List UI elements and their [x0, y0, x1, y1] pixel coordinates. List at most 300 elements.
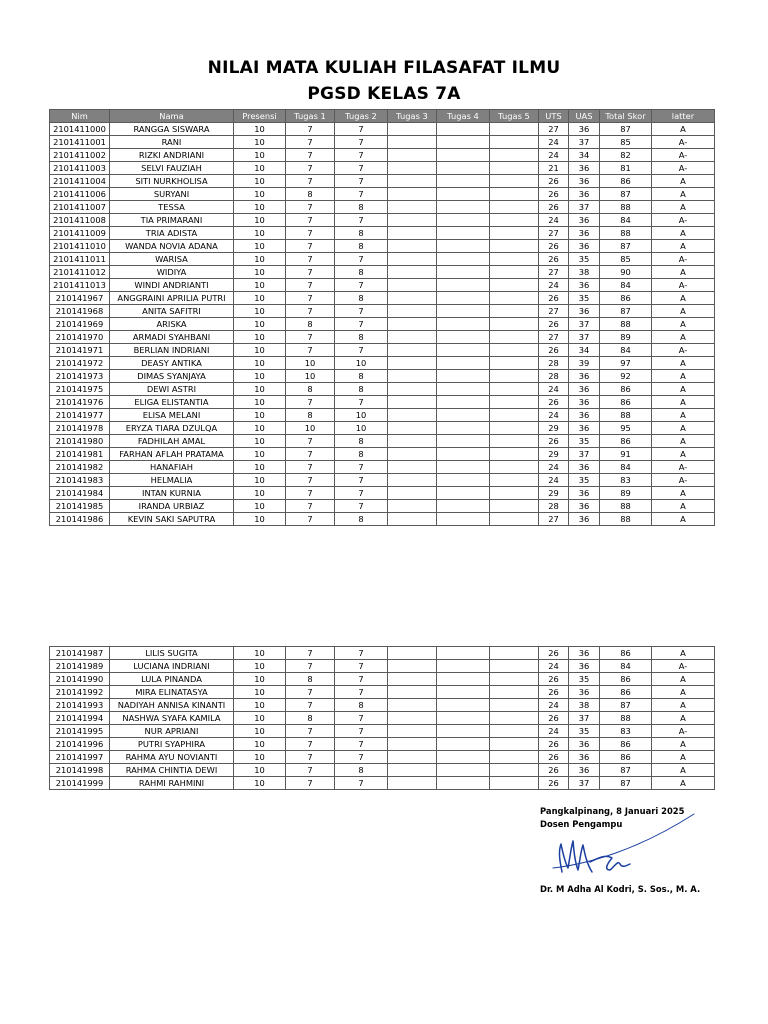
table-cell: 29 [539, 448, 569, 461]
table-cell: 210141987 [50, 647, 110, 660]
table-cell: 34 [569, 344, 600, 357]
table-row [50, 175, 715, 188]
table-cell: 26 [539, 240, 569, 253]
table-cell: TIA PRIMARANI [110, 214, 234, 227]
table-cell: A [652, 764, 715, 777]
table-cell: 87 [600, 764, 652, 777]
column-header: Nama [110, 110, 234, 123]
table-cell: 36 [569, 123, 600, 136]
table-cell: 36 [569, 279, 600, 292]
table-cell: 7 [335, 318, 388, 331]
table-cell: RANGGA SISWARA [110, 123, 234, 136]
table-cell [388, 279, 437, 292]
table-cell: 36 [569, 396, 600, 409]
table-cell [388, 647, 437, 660]
table-cell: A- [652, 253, 715, 266]
table-cell [490, 188, 539, 201]
table-row [50, 227, 715, 240]
table-cell [490, 149, 539, 162]
table-cell [437, 725, 490, 738]
table-cell [388, 686, 437, 699]
table-cell [490, 422, 539, 435]
table-cell: 8 [335, 383, 388, 396]
table-cell: 7 [286, 751, 335, 764]
table-cell: 7 [335, 500, 388, 513]
table-cell: 10 [234, 487, 286, 500]
table-cell: 10 [234, 422, 286, 435]
table-cell: 26 [539, 738, 569, 751]
table-cell: 10 [234, 474, 286, 487]
table-cell: A [652, 686, 715, 699]
table-cell [388, 660, 437, 673]
table-cell: 10 [335, 357, 388, 370]
table-cell: 35 [569, 292, 600, 305]
table-cell [490, 487, 539, 500]
table-cell [388, 305, 437, 318]
table-cell: 36 [569, 162, 600, 175]
table-cell: 36 [569, 487, 600, 500]
table-cell [437, 370, 490, 383]
table-cell: A [652, 201, 715, 214]
table-cell: WINDI ANDRIANTI [110, 279, 234, 292]
table-cell: 85 [600, 136, 652, 149]
table-cell: LUCIANA INDRIANI [110, 660, 234, 673]
table-cell [388, 175, 437, 188]
table-cell: TESSA [110, 201, 234, 214]
table-cell: 10 [234, 383, 286, 396]
table-cell: 7 [335, 175, 388, 188]
table-cell: 7 [286, 227, 335, 240]
table-cell: 37 [569, 777, 600, 790]
table-cell: 7 [286, 214, 335, 227]
table-cell: 26 [539, 318, 569, 331]
table-cell: HELMALIA [110, 474, 234, 487]
table-cell [388, 123, 437, 136]
table-cell: 10 [234, 279, 286, 292]
table-cell: A- [652, 660, 715, 673]
table-cell [388, 227, 437, 240]
table-cell: 10 [234, 764, 286, 777]
table-cell [437, 136, 490, 149]
table-cell: 8 [335, 435, 388, 448]
table-row [50, 686, 715, 699]
table-cell: WIDIYA [110, 266, 234, 279]
table-cell [437, 227, 490, 240]
table-cell [437, 487, 490, 500]
table-cell: 84 [600, 660, 652, 673]
table-cell: A [652, 647, 715, 660]
table-cell: 210141973 [50, 370, 110, 383]
table-cell: ELISA MELANI [110, 409, 234, 422]
table-cell: 7 [335, 751, 388, 764]
table-cell: 36 [569, 647, 600, 660]
table-cell [490, 318, 539, 331]
table-cell: 7 [335, 279, 388, 292]
table-cell: 7 [335, 253, 388, 266]
table-cell: 36 [569, 240, 600, 253]
table-cell: 24 [539, 461, 569, 474]
table-cell: 2101411012 [50, 266, 110, 279]
table-cell [388, 777, 437, 790]
table-cell: 2101411009 [50, 227, 110, 240]
table-row [50, 292, 715, 305]
table-row [50, 136, 715, 149]
table-cell: 21 [539, 162, 569, 175]
table-cell: RIZKI ANDRIANI [110, 149, 234, 162]
table-cell: 26 [539, 751, 569, 764]
table-cell [437, 448, 490, 461]
table-cell [388, 712, 437, 725]
table-cell: 7 [335, 647, 388, 660]
table-cell: A [652, 266, 715, 279]
table-row [50, 253, 715, 266]
table-cell: 86 [600, 292, 652, 305]
table-cell [437, 149, 490, 162]
table-cell: 10 [234, 162, 286, 175]
table-cell [490, 699, 539, 712]
table-cell: 7 [286, 279, 335, 292]
table-cell: 8 [335, 513, 388, 526]
table-cell: DEWI ASTRI [110, 383, 234, 396]
table-row [50, 162, 715, 175]
table-cell: A- [652, 214, 715, 227]
table-cell: 210141983 [50, 474, 110, 487]
table-cell: 7 [335, 149, 388, 162]
table-cell: 36 [569, 513, 600, 526]
table-cell: 28 [539, 500, 569, 513]
table-cell: NADIYAH ANNISA KINANTI [110, 699, 234, 712]
table-cell [388, 500, 437, 513]
table-cell: 10 [234, 686, 286, 699]
table-row [50, 712, 715, 725]
table-cell [490, 240, 539, 253]
table-row [50, 149, 715, 162]
table-cell: 2101411002 [50, 149, 110, 162]
table-cell [490, 448, 539, 461]
table-cell: 10 [234, 660, 286, 673]
column-header: UTS [539, 110, 569, 123]
table-cell: 7 [286, 201, 335, 214]
table-cell: 7 [286, 305, 335, 318]
table-cell [388, 266, 437, 279]
table-cell: 39 [569, 357, 600, 370]
table-cell: 210141984 [50, 487, 110, 500]
table-cell: 26 [539, 435, 569, 448]
table-row [50, 647, 715, 660]
table-cell: 210141981 [50, 448, 110, 461]
table-cell: 36 [569, 500, 600, 513]
table-cell: 26 [539, 188, 569, 201]
table-cell: 86 [600, 738, 652, 751]
table-cell: 10 [234, 448, 286, 461]
table-cell: 10 [234, 123, 286, 136]
table-cell: ERYZA TIARA DZULQA [110, 422, 234, 435]
table-cell: 36 [569, 751, 600, 764]
table-cell: 35 [569, 474, 600, 487]
table-cell [490, 461, 539, 474]
table-cell [388, 474, 437, 487]
table-cell: 24 [539, 214, 569, 227]
table-cell: A- [652, 149, 715, 162]
table-cell: 37 [569, 448, 600, 461]
table-cell: A [652, 409, 715, 422]
table-cell [490, 175, 539, 188]
table-cell: 10 [234, 712, 286, 725]
table-row [50, 318, 715, 331]
table-cell: 24 [539, 474, 569, 487]
table-cell: SELVI FAUZIAH [110, 162, 234, 175]
table-cell: NUR APRIANI [110, 725, 234, 738]
table-cell: 10 [286, 422, 335, 435]
table-cell: 7 [286, 487, 335, 500]
table-cell [490, 396, 539, 409]
table-cell: A- [652, 279, 715, 292]
table-row [50, 240, 715, 253]
table-cell: 88 [600, 318, 652, 331]
table-cell [490, 513, 539, 526]
table-cell: 26 [539, 253, 569, 266]
table-cell: RAHMA AYU NOVIANTI [110, 751, 234, 764]
table-cell: SITI NURKHOLISA [110, 175, 234, 188]
table-cell: 88 [600, 409, 652, 422]
table-cell: 10 [234, 647, 286, 660]
table-cell [490, 344, 539, 357]
table-cell: 210141985 [50, 500, 110, 513]
table-cell [437, 279, 490, 292]
table-row [50, 725, 715, 738]
table-cell [490, 474, 539, 487]
table-cell: 10 [234, 344, 286, 357]
table-cell: A- [652, 136, 715, 149]
table-cell: 10 [335, 422, 388, 435]
table-cell: 210141968 [50, 305, 110, 318]
table-cell: 10 [234, 331, 286, 344]
table-cell: 26 [539, 712, 569, 725]
table-cell [388, 751, 437, 764]
table-cell: 38 [569, 699, 600, 712]
table-cell: 7 [335, 725, 388, 738]
table-body [50, 647, 715, 790]
table-cell: A [652, 738, 715, 751]
table-row [50, 448, 715, 461]
table-cell: 27 [539, 305, 569, 318]
table-cell: 10 [234, 357, 286, 370]
table-cell: 10 [286, 370, 335, 383]
table-row [50, 123, 715, 136]
table-row [50, 201, 715, 214]
table-cell: 95 [600, 422, 652, 435]
table-cell: ELIGA ELISTANTIA [110, 396, 234, 409]
table-cell: 84 [600, 461, 652, 474]
table-cell: 88 [600, 712, 652, 725]
table-cell: 27 [539, 227, 569, 240]
table-cell: 2101411003 [50, 162, 110, 175]
table-row [50, 500, 715, 513]
table-cell: A [652, 435, 715, 448]
table-cell [388, 383, 437, 396]
table-cell: 7 [286, 738, 335, 751]
table-cell: FADHILAH AMAL [110, 435, 234, 448]
table-cell: 10 [234, 318, 286, 331]
table-cell: 26 [539, 673, 569, 686]
table-cell [437, 409, 490, 422]
table-cell [437, 712, 490, 725]
table-row [50, 435, 715, 448]
table-cell: A [652, 227, 715, 240]
table-cell: 36 [569, 738, 600, 751]
table-cell [388, 253, 437, 266]
table-cell: 36 [569, 461, 600, 474]
table-cell: 2101411010 [50, 240, 110, 253]
table-cell [490, 673, 539, 686]
table-cell: A [652, 370, 715, 383]
table-cell: 86 [600, 435, 652, 448]
table-cell [490, 331, 539, 344]
table-cell: A [652, 123, 715, 136]
table-cell [490, 409, 539, 422]
table-cell: 7 [335, 487, 388, 500]
table-cell: 28 [539, 370, 569, 383]
table-cell: 210141976 [50, 396, 110, 409]
table-cell: 86 [600, 383, 652, 396]
table-cell: 7 [286, 240, 335, 253]
table-cell: A [652, 188, 715, 201]
table-cell [437, 383, 490, 396]
table-cell: 7 [335, 396, 388, 409]
table-cell: 2101411000 [50, 123, 110, 136]
table-cell: 27 [539, 123, 569, 136]
table-row [50, 513, 715, 526]
table-cell [388, 764, 437, 777]
table-cell: 35 [569, 673, 600, 686]
table-cell: A [652, 699, 715, 712]
table-cell: 82 [600, 149, 652, 162]
table-cell: 37 [569, 712, 600, 725]
table-cell [490, 292, 539, 305]
handwritten-signature [548, 812, 698, 887]
table-cell [388, 357, 437, 370]
column-header: Tugas 4 [437, 110, 490, 123]
table-cell: 24 [539, 149, 569, 162]
table-cell: 10 [234, 240, 286, 253]
table-cell: A- [652, 344, 715, 357]
table-cell: 28 [539, 357, 569, 370]
table-cell: 8 [335, 764, 388, 777]
table-cell: 36 [569, 383, 600, 396]
table-cell [437, 318, 490, 331]
table-cell: ARMADI SYAHBANI [110, 331, 234, 344]
table-cell: 10 [234, 370, 286, 383]
table-cell: MIRA ELINATASYA [110, 686, 234, 699]
table-row [50, 188, 715, 201]
table-cell [388, 136, 437, 149]
table-cell: 10 [286, 357, 335, 370]
table-cell: A [652, 383, 715, 396]
table-cell: 86 [600, 673, 652, 686]
table-cell: 26 [539, 344, 569, 357]
table-cell: 8 [286, 383, 335, 396]
table-cell: 210141971 [50, 344, 110, 357]
table-cell [437, 647, 490, 660]
column-header: Presensi [234, 110, 286, 123]
table-cell: 10 [234, 227, 286, 240]
table-cell: 85 [600, 253, 652, 266]
table-cell [388, 214, 437, 227]
table-cell: A [652, 673, 715, 686]
table-cell: 88 [600, 500, 652, 513]
column-header: Tugas 2 [335, 110, 388, 123]
table-row [50, 383, 715, 396]
table-cell [490, 201, 539, 214]
table-cell [437, 162, 490, 175]
table-cell: SURYANI [110, 188, 234, 201]
table-cell: 10 [234, 738, 286, 751]
table-cell [388, 435, 437, 448]
table-row [50, 331, 715, 344]
column-header: UAS [569, 110, 600, 123]
table-cell [437, 686, 490, 699]
table-cell: 24 [539, 725, 569, 738]
table-cell: 24 [539, 409, 569, 422]
table-cell: 2101411013 [50, 279, 110, 292]
table-cell [388, 344, 437, 357]
table-cell: 2101411007 [50, 201, 110, 214]
table-cell: 7 [286, 149, 335, 162]
table-cell [437, 435, 490, 448]
table-cell [388, 331, 437, 344]
table-cell: A [652, 777, 715, 790]
table-cell: 7 [286, 686, 335, 699]
table-row [50, 214, 715, 227]
table-cell [490, 227, 539, 240]
table-cell: A [652, 513, 715, 526]
table-cell: 87 [600, 777, 652, 790]
table-cell: A- [652, 162, 715, 175]
table-cell: 29 [539, 422, 569, 435]
table-cell: PUTRI SYAPHIRA [110, 738, 234, 751]
table-cell [437, 344, 490, 357]
table-cell [388, 188, 437, 201]
table-cell: 10 [234, 292, 286, 305]
table-cell: 210141994 [50, 712, 110, 725]
table-cell: 210141993 [50, 699, 110, 712]
table-cell: 87 [600, 699, 652, 712]
table-cell: 91 [600, 448, 652, 461]
table-cell: ARISKA [110, 318, 234, 331]
table-cell: 86 [600, 686, 652, 699]
table-cell: RAHMA CHINTIA DEWI [110, 764, 234, 777]
table-cell: 35 [569, 435, 600, 448]
column-header: Tugas 1 [286, 110, 335, 123]
table-cell: 10 [234, 149, 286, 162]
table-cell: 7 [286, 725, 335, 738]
table-cell: 7 [286, 253, 335, 266]
table-cell: 2101411004 [50, 175, 110, 188]
table-cell: 7 [335, 673, 388, 686]
table-cell: 2101411011 [50, 253, 110, 266]
document-title: NILAI MATA KULIAH FILASAFAT ILMU [207, 58, 561, 78]
table-cell: 10 [234, 409, 286, 422]
table-cell: 7 [286, 136, 335, 149]
table-cell: 88 [600, 201, 652, 214]
table-cell [490, 383, 539, 396]
table-cell [490, 123, 539, 136]
table-cell: 7 [335, 123, 388, 136]
table-cell: 7 [286, 660, 335, 673]
table-cell: A [652, 292, 715, 305]
table-cell: A- [652, 461, 715, 474]
table-row [50, 487, 715, 500]
